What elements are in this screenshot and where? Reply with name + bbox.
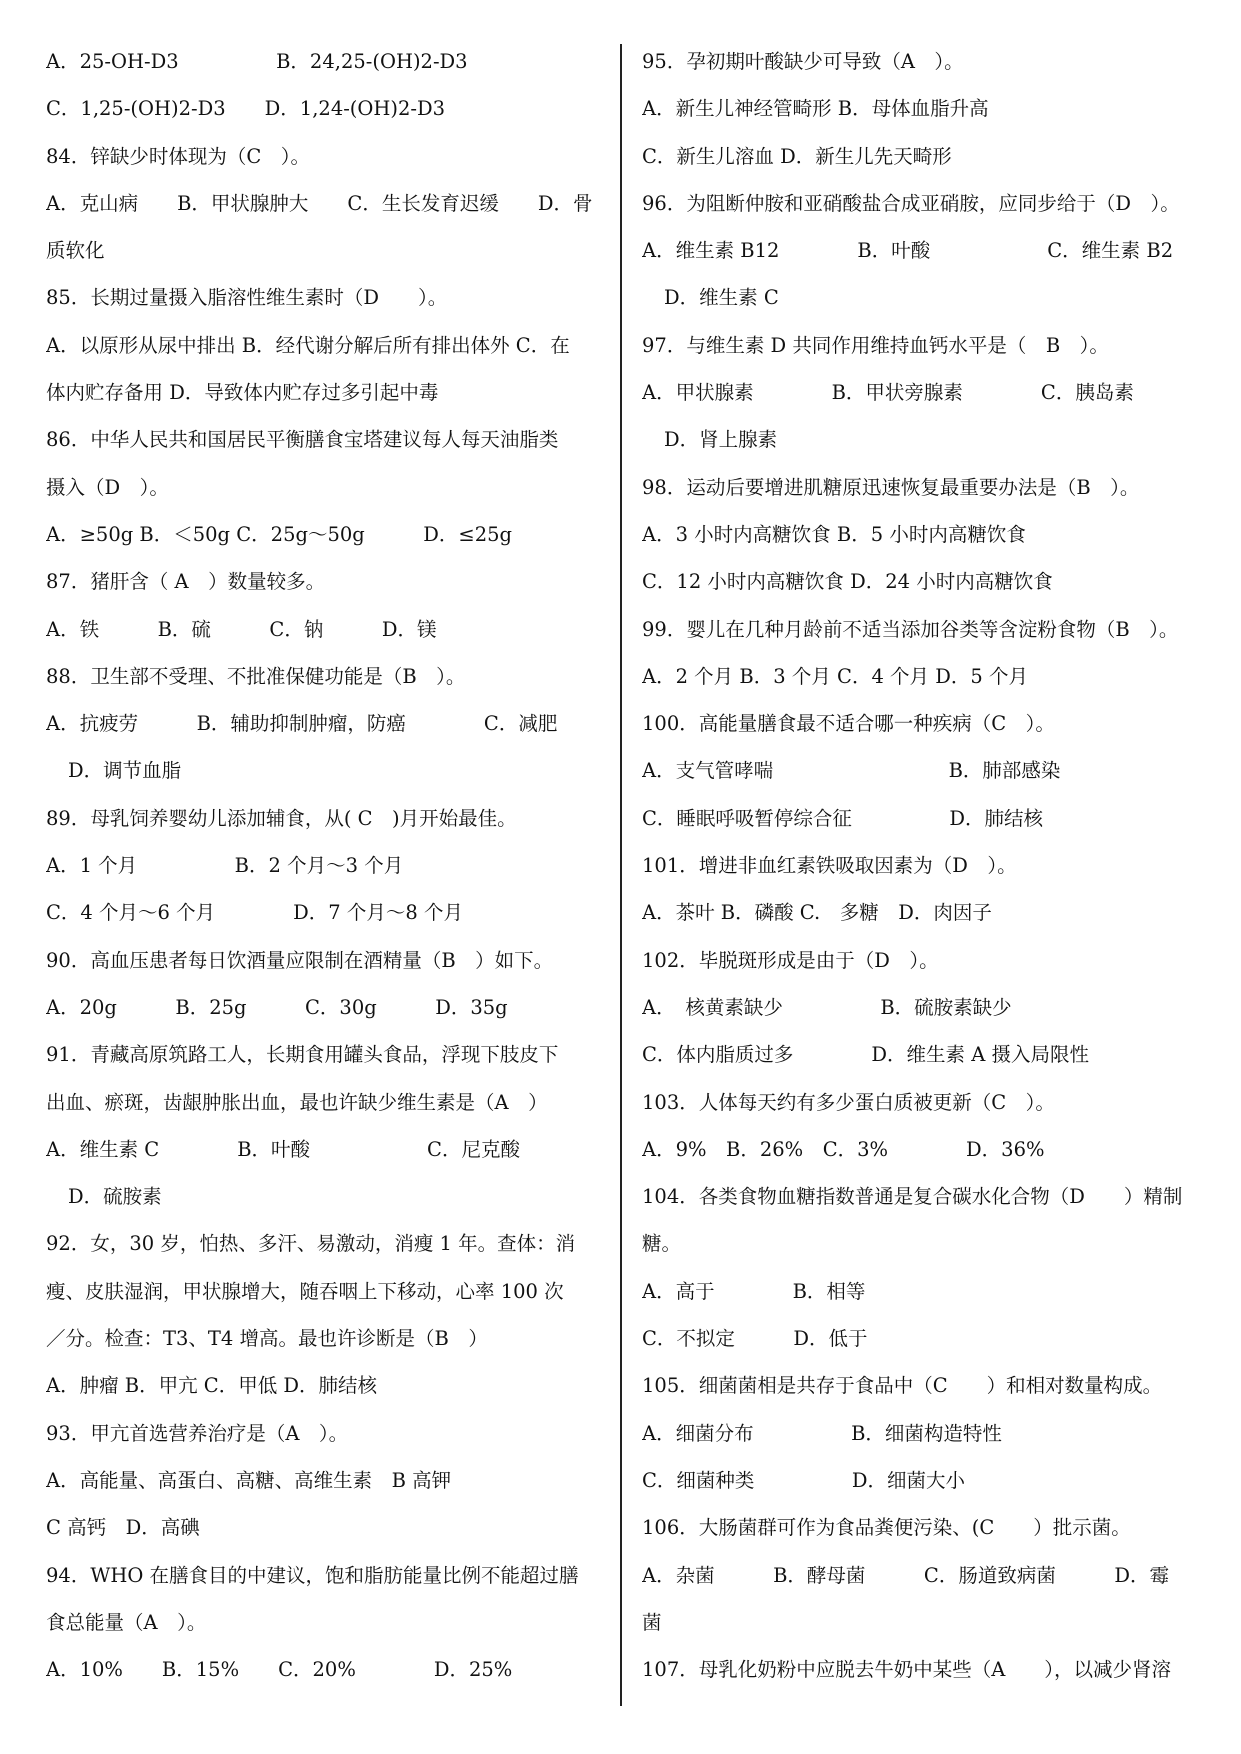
text-line: 104．各类食物血糖指数普通是复合碳水化合物（D ）精制 xyxy=(642,1185,1183,1209)
text-line: 105．细菌菌相是共存于食品中（C ）和相对数量构成。 xyxy=(642,1374,1163,1398)
text-line: 85．长期过量摄入脂溶性维生素时（D ）。 xyxy=(46,286,448,310)
text-line: C．4 个月～6 个月 D．7 个月～8 个月 xyxy=(46,901,463,925)
text-line: 出血、瘀斑，齿龈肿胀出血，最也许缺少维生素是（A ） xyxy=(46,1090,548,1114)
text-line: A．9% B．26% C．3% D．36% xyxy=(642,1137,1045,1161)
text-line: A．3 小时内高糖饮食 B．5 小时内高糖饮食 xyxy=(642,522,1026,546)
text-line: 96．为阻断仲胺和亚硝酸盐合成亚硝胺，应同步给于（D ）。 xyxy=(642,191,1180,215)
text-line: 食总能量（A ）。 xyxy=(46,1610,207,1634)
text-line: 101．增进非血红素铁吸取因素为（D ）。 xyxy=(642,854,1017,878)
text-line: 106．大肠菌群可作为食品粪便污染、(C ）批示菌。 xyxy=(642,1516,1131,1540)
text-line: 95．孕初期叶酸缺少可导致（A ）。 xyxy=(642,50,964,73)
text-line: 93．甲亢首选营养治疗是（A ）。 xyxy=(46,1421,349,1445)
text-line: 90．高血压患者每日饮酒量应限制在酒精量（B ）如下。 xyxy=(46,948,554,972)
text-line: C．12 小时内高糖饮食 D．24 小时内高糖饮食 xyxy=(642,570,1053,594)
text-line: 94．WHO 在膳食目的中建议，饱和脂肪能量比例不能超过膳 xyxy=(46,1563,579,1587)
text-line: A． 核黄素缺少 B．硫胺素缺少 xyxy=(642,995,1012,1019)
text-line: 体内贮存备用 D．导致体内贮存过多引起中毒 xyxy=(46,381,439,405)
text-line: 107．母乳化奶粉中应脱去牛奶中某些（A ），以减少肾溶 xyxy=(642,1658,1172,1682)
text-line: C．新生儿溶血 D．新生儿先天畸形 xyxy=(642,144,952,168)
text-line: 87．猪肝含（ A ）数量较多。 xyxy=(46,570,326,594)
text-line: A．20g B．25g C．30g D．35g xyxy=(46,995,508,1019)
text-line: A．细菌分布 B．细菌构造特性 xyxy=(642,1421,1002,1445)
text-line: A．≥50g B．＜50g C．25g～50g D．≤25g xyxy=(46,522,513,546)
text-line: D．维生素 C xyxy=(664,286,779,310)
text-line: D．调节血脂 xyxy=(68,759,182,783)
text-line: A．铁 B．硫 C．钠 D．镁 xyxy=(46,617,437,641)
text-line: A．克山病 B．甲状腺肿大 C．生长发育迟缓 D．骨 xyxy=(46,191,593,215)
text-line: 摄入（D ）。 xyxy=(46,475,169,499)
text-line: A．甲状腺素 B．甲状旁腺素 C．胰岛素 xyxy=(642,381,1134,405)
text-line: ／分。检查：T3、T4 增高。最也许诊断是（B ） xyxy=(46,1327,488,1351)
text-line: 86．中华人民共和国居民平衡膳食宝塔建议每人每天油脂类 xyxy=(46,428,559,452)
text-line: A．肿瘤 B．甲亢 C．甲低 D．肺结核 xyxy=(46,1374,378,1398)
text-line: 质软化 xyxy=(46,239,105,263)
text-line: 89．母乳饲养婴幼儿添加辅食，从( C )月开始最佳。 xyxy=(46,806,517,830)
text-line: 91．青藏高原筑路工人，长期食用罐头食品，浮现下肢皮下 xyxy=(46,1043,559,1067)
text-line: C．细菌种类 D．细菌大小 xyxy=(642,1468,966,1492)
text-line: 98．运动后要增进肌糖原迅速恢复最重要办法是（B ）。 xyxy=(642,475,1140,499)
text-line: 99．婴儿在几种月龄前不适当添加谷类等含淀粉食物（B ）。 xyxy=(642,617,1179,641)
text-line: A．维生素 B12 B．叶酸 C．维生素 B2 xyxy=(642,239,1174,263)
text-line: C 高钙 D．高碘 xyxy=(46,1516,200,1540)
text-line: A．以原形从尿中排出 B．经代谢分解后所有排出体外 C．在 xyxy=(46,333,570,357)
text-line: 103．人体每天约有多少蛋白质被更新（C ）。 xyxy=(642,1090,1055,1114)
column-divider xyxy=(620,44,622,1706)
text-line: 88．卫生部不受理、不批准保健功能是（B ）。 xyxy=(46,664,466,688)
text-line: A．新生儿神经管畸形 B．母体血脂升高 xyxy=(642,97,989,121)
text-line: 瘦、皮肤湿润，甲状腺增大，随吞咽上下移动，心率 100 次 xyxy=(46,1279,564,1303)
text-line: 100．高能量膳食最不适合哪一种疾病（C ）。 xyxy=(642,712,1055,736)
text-line: D．硫胺素 xyxy=(68,1185,162,1209)
text-line: A．维生素 C B．叶酸 C．尼克酸 xyxy=(46,1137,520,1161)
text-line: A．茶叶 B．磷酸 C. 多糖 D．肉因子 xyxy=(642,901,992,925)
text-line: C．1,25-(OH)2-D3 D．1,24-(OH)2-D3 xyxy=(46,97,446,121)
text-line: C．睡眠呼吸暂停综合征 D．肺结核 xyxy=(642,806,1044,830)
left-column xyxy=(46,38,606,1693)
text-line: D．肾上腺素 xyxy=(664,428,778,452)
text-line: C．体内脂质过多 D．维生素 A 摄入局限性 xyxy=(642,1043,1090,1067)
right-column xyxy=(642,38,1202,1693)
text-line: A．1 个月 B．2 个月～3 个月 xyxy=(46,854,404,878)
text-line: A．高于 B．相等 xyxy=(642,1279,866,1303)
text-line: 92．女，30 岁，怕热、多汗、易激动，消瘦 1 年。查体：消 xyxy=(46,1232,576,1256)
text-line: 102．毕脱斑形成是由于（D ）。 xyxy=(642,948,939,972)
text-line: 菌 xyxy=(642,1610,662,1634)
text-line: 糖。 xyxy=(642,1232,682,1256)
text-line: A．抗疲劳 B．辅助抑制肿瘤，防癌 C．减肥 xyxy=(46,712,558,736)
text-line: 84．锌缺少时体现为（C ）。 xyxy=(46,144,310,168)
text-line: A．高能量、高蛋白、高糖、高维生素 B 高钾 xyxy=(46,1468,452,1492)
text-line: 97．与维生素 D 共同作用维持血钙水平是（ B ）。 xyxy=(642,333,1109,357)
text-line: A．2 个月 B．3 个月 C．4 个月 D．5 个月 xyxy=(642,664,1028,688)
text-line: A．杂菌 B．酵母菌 C．肠道致病菌 D．霉 xyxy=(642,1563,1169,1587)
text-line: C．不拟定 D．低于 xyxy=(642,1327,868,1351)
text-line: A．25-OH-D3 B．24,25-(OH)2-D3 xyxy=(46,50,468,73)
text-line: A．10% B．15% C．20% D．25% xyxy=(46,1658,513,1682)
text-line: A．支气管哮喘 B．肺部感染 xyxy=(642,759,1061,783)
